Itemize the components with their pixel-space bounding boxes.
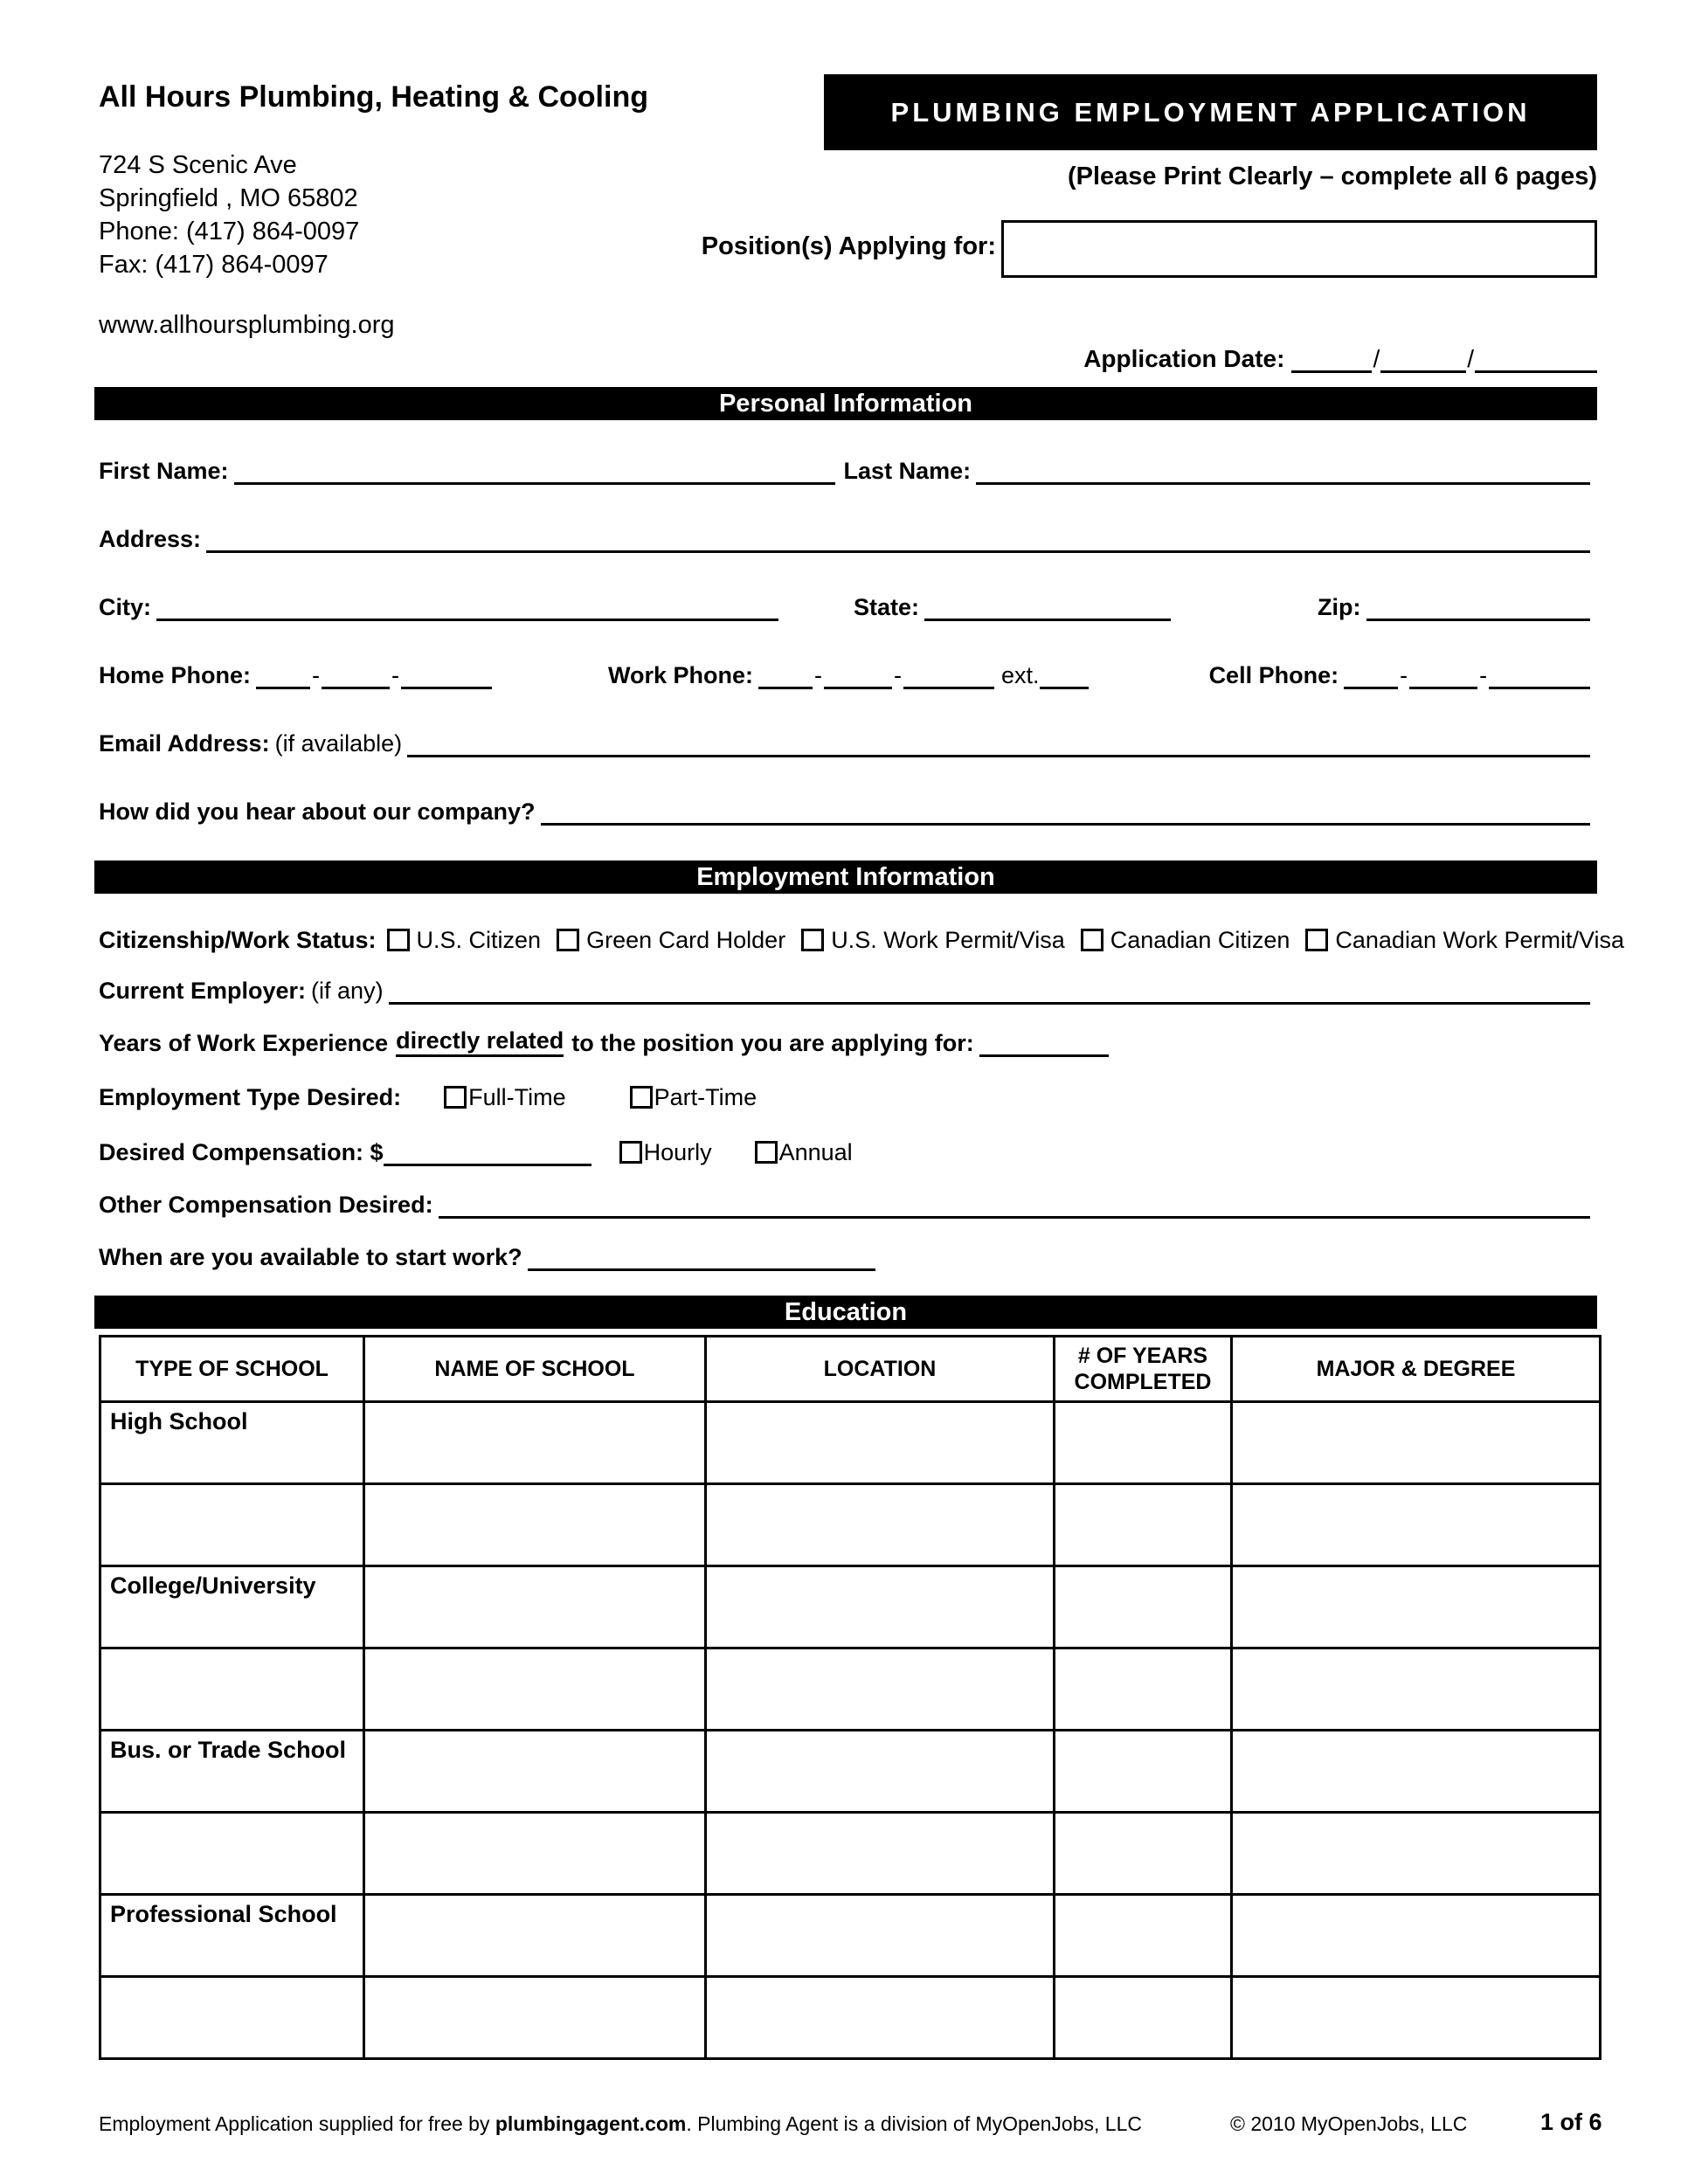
phone-dash: - [814, 662, 823, 688]
checkbox-icon[interactable] [619, 1141, 642, 1164]
citizenship-label: Citizenship/Work Status: [99, 927, 377, 953]
education-cell[interactable] [364, 1813, 706, 1895]
current-employer-row [99, 966, 1590, 1005]
work-phone-ext-line[interactable] [1040, 655, 1089, 689]
years-experience-line[interactable] [979, 1023, 1109, 1057]
phone-dash: - [391, 662, 400, 688]
phone-dash: - [894, 662, 903, 688]
email-row [99, 719, 1590, 757]
desired-compensation-label: Desired Compensation: $ [99, 1139, 384, 1165]
education-cell[interactable] [1232, 1484, 1601, 1566]
education-cell[interactable] [1055, 1648, 1232, 1731]
checkbox-label: Part-Time [654, 1084, 758, 1110]
education-cell[interactable] [1055, 1484, 1232, 1566]
footer-credit-site: plumbingagent.com [495, 2112, 687, 2135]
section-title: Personal Information [718, 389, 973, 418]
years-experience-label: Years of Work Experience [99, 1030, 389, 1056]
citizenship-option [557, 927, 785, 954]
address-row [99, 515, 1590, 553]
email-label: Email Address: [99, 730, 270, 757]
hear-about-label: How did you hear about our company? [99, 798, 536, 825]
first-name-line[interactable] [234, 451, 835, 485]
home-phone-line-3[interactable] [401, 655, 492, 689]
other-compensation-label: Other Compensation Desired: [99, 1192, 433, 1218]
title-banner-text: PLUMBING EMPLOYMENT APPLICATION [890, 96, 1531, 128]
start-work-row [99, 1233, 1590, 1271]
education-cell[interactable] [1055, 1977, 1232, 2059]
education-cell[interactable] [364, 1566, 706, 1648]
ext-label: ext. [1001, 662, 1040, 688]
application-date-month-line[interactable] [1291, 339, 1372, 373]
compensation-option [755, 1139, 853, 1166]
positions-applying-label: Position(s) Applying for: [701, 232, 996, 260]
education-cell[interactable] [364, 1648, 706, 1731]
education-cell[interactable] [1055, 1566, 1232, 1648]
page-footer [0, 2107, 1688, 2142]
education-cell[interactable] [706, 1731, 1055, 1813]
checkbox-icon[interactable] [444, 1086, 467, 1109]
education-cell[interactable] [364, 1895, 706, 1977]
education-header-row [100, 1337, 1601, 1402]
education-cell[interactable] [100, 1648, 364, 1731]
address-line-input[interactable] [206, 519, 1590, 553]
education-cell[interactable] [706, 1648, 1055, 1731]
years-experience-underlined: directly related [396, 1027, 564, 1057]
row-label-cell: Bus. or Trade School [100, 1731, 364, 1813]
checkbox-icon[interactable] [801, 929, 824, 951]
footer-credit-post: . Plumbing Agent is a division of MyOpenJobs, LLC [686, 2112, 1142, 2135]
employment-type-option [630, 1084, 758, 1111]
education-cell[interactable] [364, 1484, 706, 1566]
education-cell[interactable] [706, 1484, 1055, 1566]
column-header: LOCATION [706, 1337, 1055, 1402]
education-cell[interactable] [706, 1566, 1055, 1648]
work-phone-label: Work Phone: [608, 662, 754, 688]
column-header: # OF YEARS COMPLETED [1055, 1337, 1232, 1402]
citizenship-option [1081, 927, 1290, 954]
table-row-college [100, 1566, 1601, 1648]
phone-dash: - [1479, 662, 1488, 688]
checkbox-label: Green Card Holder [586, 927, 786, 953]
checkbox-label: Annual [778, 1139, 853, 1165]
education-cell[interactable] [100, 1813, 364, 1895]
address-line: Springfield , MO 65802 [99, 184, 358, 212]
education-cell[interactable] [1232, 1895, 1601, 1977]
checkbox-label: U.S. Work Permit/Visa [831, 927, 1065, 953]
row-label-cell: Professional School [100, 1895, 364, 1977]
city-state-zip-row [99, 583, 1590, 621]
table-row-high-school [100, 1402, 1601, 1484]
table-row [100, 1977, 1601, 2059]
education-cell[interactable] [706, 1895, 1055, 1977]
application-date-year-line[interactable] [1475, 339, 1597, 373]
table-row-trade-school [100, 1731, 1601, 1813]
company-website: www.allhoursplumbing.org [99, 311, 395, 339]
company-phone: Phone: (417) 864-0097 [99, 218, 360, 245]
footer-credit-pre: Employment Application supplied for free by [99, 2112, 495, 2135]
education-cell[interactable] [1232, 1813, 1601, 1895]
application-date-row [1083, 339, 1597, 373]
table-row [100, 1648, 1601, 1731]
checkbox-label: U.S. Citizen [416, 927, 542, 953]
footer-credit [99, 2112, 1142, 2136]
checkbox-label: Canadian Citizen [1110, 927, 1290, 953]
last-name-line[interactable] [976, 451, 1590, 485]
state-line[interactable] [924, 587, 1171, 621]
citizenship-option [387, 927, 542, 954]
education-cell[interactable] [364, 1731, 706, 1813]
current-employer-label: Current Employer: [99, 978, 307, 1004]
address-line: 724 S Scenic Ave [99, 151, 297, 179]
citizenship-row [99, 916, 1625, 954]
education-cell[interactable] [1232, 1648, 1601, 1731]
section-title: Employment Information [696, 862, 995, 891]
city-line[interactable] [156, 587, 778, 621]
zip-line[interactable] [1366, 587, 1591, 621]
section-title: Education [784, 1297, 908, 1326]
education-cell[interactable] [706, 1813, 1055, 1895]
education-cell[interactable] [1055, 1402, 1232, 1484]
work-phone-line-3[interactable] [903, 655, 994, 689]
company-name: All Hours Plumbing, Heating & Cooling [99, 80, 648, 114]
other-compensation-line[interactable] [439, 1185, 1590, 1219]
date-separator: / [1467, 345, 1474, 372]
cell-phone-label: Cell Phone: [1208, 662, 1339, 688]
checkbox-label: Hourly [643, 1139, 712, 1165]
table-row-professional-school [100, 1895, 1601, 1977]
work-phone-line-2[interactable] [824, 655, 892, 689]
employment-type-label: Employment Type Desired: [99, 1084, 402, 1110]
row-label-cell: High School [100, 1402, 364, 1484]
education-cell[interactable] [706, 1977, 1055, 2059]
page-number: 1 of 6 [1540, 2109, 1602, 2135]
home-phone-line-2[interactable] [322, 655, 390, 689]
checkbox-icon[interactable] [1081, 929, 1103, 951]
zip-label: Zip: [1318, 594, 1361, 620]
address-label: Address: [99, 526, 202, 552]
company-fax: Fax: (417) 864-0097 [99, 251, 329, 279]
other-compensation-row [99, 1180, 1590, 1219]
start-work-line[interactable] [528, 1237, 875, 1271]
section-header-employment [94, 860, 1597, 894]
column-header: MAJOR & DEGREE [1232, 1337, 1601, 1402]
start-work-label: When are you available to start work? [99, 1244, 522, 1270]
table-row [100, 1813, 1601, 1895]
name-row [99, 446, 1590, 485]
phones-row [99, 651, 1590, 689]
education-cell[interactable] [1055, 1895, 1232, 1977]
email-line[interactable] [407, 723, 1590, 757]
checkbox-icon[interactable] [755, 1141, 778, 1164]
checkbox-icon[interactable] [630, 1086, 653, 1109]
email-note: (if available) [274, 730, 403, 757]
hear-about-line[interactable] [541, 791, 1590, 826]
education-cell[interactable] [1232, 1402, 1601, 1484]
column-header: NAME OF SCHOOL [364, 1337, 706, 1402]
phone-dash: - [1400, 662, 1408, 688]
last-name-label: Last Name: [843, 458, 972, 484]
education-table [99, 1335, 1602, 2060]
employment-type-row [99, 1073, 1590, 1111]
company-address-block [99, 149, 359, 281]
education-cell[interactable] [1232, 1977, 1601, 2059]
years-experience-row [99, 1019, 1590, 1057]
checkbox-icon[interactable] [1305, 929, 1328, 951]
education-cell[interactable] [364, 1977, 706, 2059]
home-phone-line-1[interactable] [256, 655, 310, 689]
date-separator: / [1373, 345, 1380, 372]
home-phone-label: Home Phone: [99, 662, 252, 688]
employment-type-option [444, 1084, 566, 1111]
row-label-cell: College/University [100, 1566, 364, 1648]
work-phone-line-1[interactable] [758, 655, 813, 689]
table-row [100, 1484, 1601, 1566]
application-date-label: Application Date: [1083, 345, 1285, 372]
citizenship-option [801, 927, 1065, 954]
first-name-label: First Name: [99, 458, 229, 484]
cell-phone-line-2[interactable] [1409, 655, 1477, 689]
desired-compensation-row [99, 1128, 1590, 1166]
section-header-personal [94, 387, 1597, 420]
years-experience-label-2: to the position you are applying for: [571, 1030, 974, 1056]
state-label: State: [854, 594, 920, 620]
education-cell[interactable] [364, 1402, 706, 1484]
education-cell[interactable] [100, 1484, 364, 1566]
checkbox-label: Canadian Work Permit/Visa [1335, 927, 1625, 953]
checkbox-label: Full-Time [468, 1084, 566, 1110]
phone-dash: - [312, 662, 321, 688]
education-cell[interactable] [1055, 1731, 1232, 1813]
education-cell[interactable] [706, 1402, 1055, 1484]
section-header-education [94, 1296, 1597, 1329]
application-date-day-line[interactable] [1380, 339, 1466, 373]
citizenship-option [1305, 927, 1624, 954]
city-label: City: [99, 594, 151, 620]
footer-copyright: © 2010 MyOpenJobs, LLC [1230, 2112, 1468, 2135]
checkbox-icon[interactable] [557, 929, 579, 951]
cell-phone-line-1[interactable] [1344, 655, 1398, 689]
current-employer-note: (if any) [311, 978, 384, 1004]
print-clearly-note: (Please Print Clearly – complete all 6 pages) [1067, 162, 1597, 190]
checkbox-icon[interactable] [387, 929, 410, 951]
education-cell[interactable] [1055, 1813, 1232, 1895]
current-employer-line[interactable] [389, 971, 1590, 1005]
desired-compensation-line[interactable] [384, 1132, 591, 1166]
education-cell[interactable] [1232, 1566, 1601, 1648]
education-cell[interactable] [1232, 1731, 1601, 1813]
cell-phone-line-3[interactable] [1489, 655, 1590, 689]
hear-about-row [99, 787, 1590, 826]
column-header: TYPE OF SCHOOL [100, 1337, 364, 1402]
education-cell[interactable] [100, 1977, 364, 2059]
title-banner [824, 74, 1597, 150]
compensation-option [619, 1139, 712, 1166]
positions-applying-input[interactable] [1001, 220, 1597, 278]
